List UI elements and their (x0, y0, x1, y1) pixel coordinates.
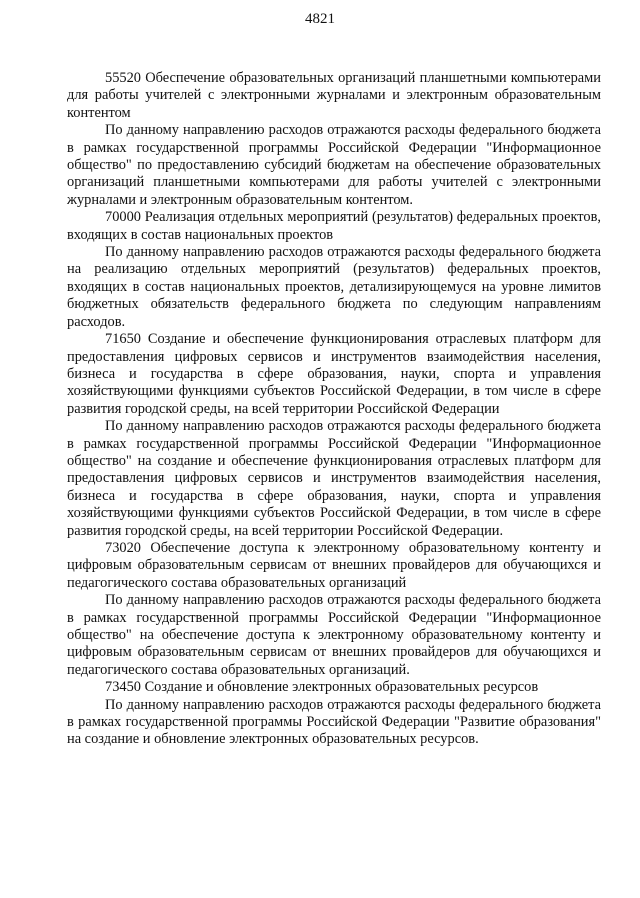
description-70000: По данному направлению расходов отражаются расходы федерального бюджета на реализацию отдельных мероприятий (результатов) федеральных проектов, входящих в состав национальных проектов, детализирующемуся на уровне лимитов бюджетных обязательств федерального бюджета по следующим направлениям расходов. (67, 244, 601, 330)
heading-70000: 70000 Реализация отдельных мероприятий (результатов) федеральных проектов, входящих в состав национальных проектов (67, 209, 601, 243)
heading-71650: 71650 Создание и обеспечение функционирования отраслевых платформ для предоставления цифровых сервисов и инструментов взаимодействия населения, бизнеса и государства в сфере образования, науки, спорта и управления хозяйствующими функциями субъектов Российской Федерации, в том числе в сфере развития городской среды, на всей территории Российской Федерации (67, 331, 601, 417)
description-73450: По данному направлению расходов отражаются расходы федерального бюджета в рамках государственной программы Российской Федерации "Развитие образования" на создание и обновление электронных образовательных ресурсов. (67, 696, 601, 748)
description-71650: По данному направлению расходов отражаются расходы федерального бюджета в рамках государственной программы Российской Федерации "Информационное общество" на создание и обеспечение функционирования отраслевых платформ для предоставления цифровых сервисов и инструментов взаимодействия населения, бизнеса и государства в сфере образования, науки, спорта и управления хозяйствующими функциями субъектов Российской Федерации, в том числе в сфере развития городской среды, на всей территории Российской Федерации. (67, 418, 601, 539)
description-73020: По данному направлению расходов отражаются расходы федерального бюджета в рамках государственной программы Российской Федерации "Информационное общество" на обеспечение доступа к электронному образовательному контенту и цифровым образовательным сервисам от внешних провайдеров для обучающихся и педагогического состава образовательных организаций. (67, 592, 601, 678)
heading-73020: 73020 Обеспечение доступа к электронному образовательному контенту и цифровым образовательным сервисам от внешних провайдеров для обучающихся и педагогического состава образовательных организаций (67, 539, 601, 591)
description-55520: По данному направлению расходов отражаются расходы федерального бюджета в рамках государственной программы Российской Федерации "Информационное общество" по предоставлению субсидий бюджетам на обеспечение образовательных организаций планшетными компьютерами для работы учителей с электронными журналами и электронным образовательным контентом. (67, 122, 601, 208)
heading-55520: 55520 Обеспечение образовательных организаций планшетными компьютерами для работы учителей с электронными журналами и электронным образовательным контентом (67, 70, 601, 121)
page-number: 4821 (305, 11, 335, 27)
document-body (67, 70, 601, 749)
heading-73450: 73450 Создание и обновление электронных образовательных ресурсов (105, 679, 539, 696)
